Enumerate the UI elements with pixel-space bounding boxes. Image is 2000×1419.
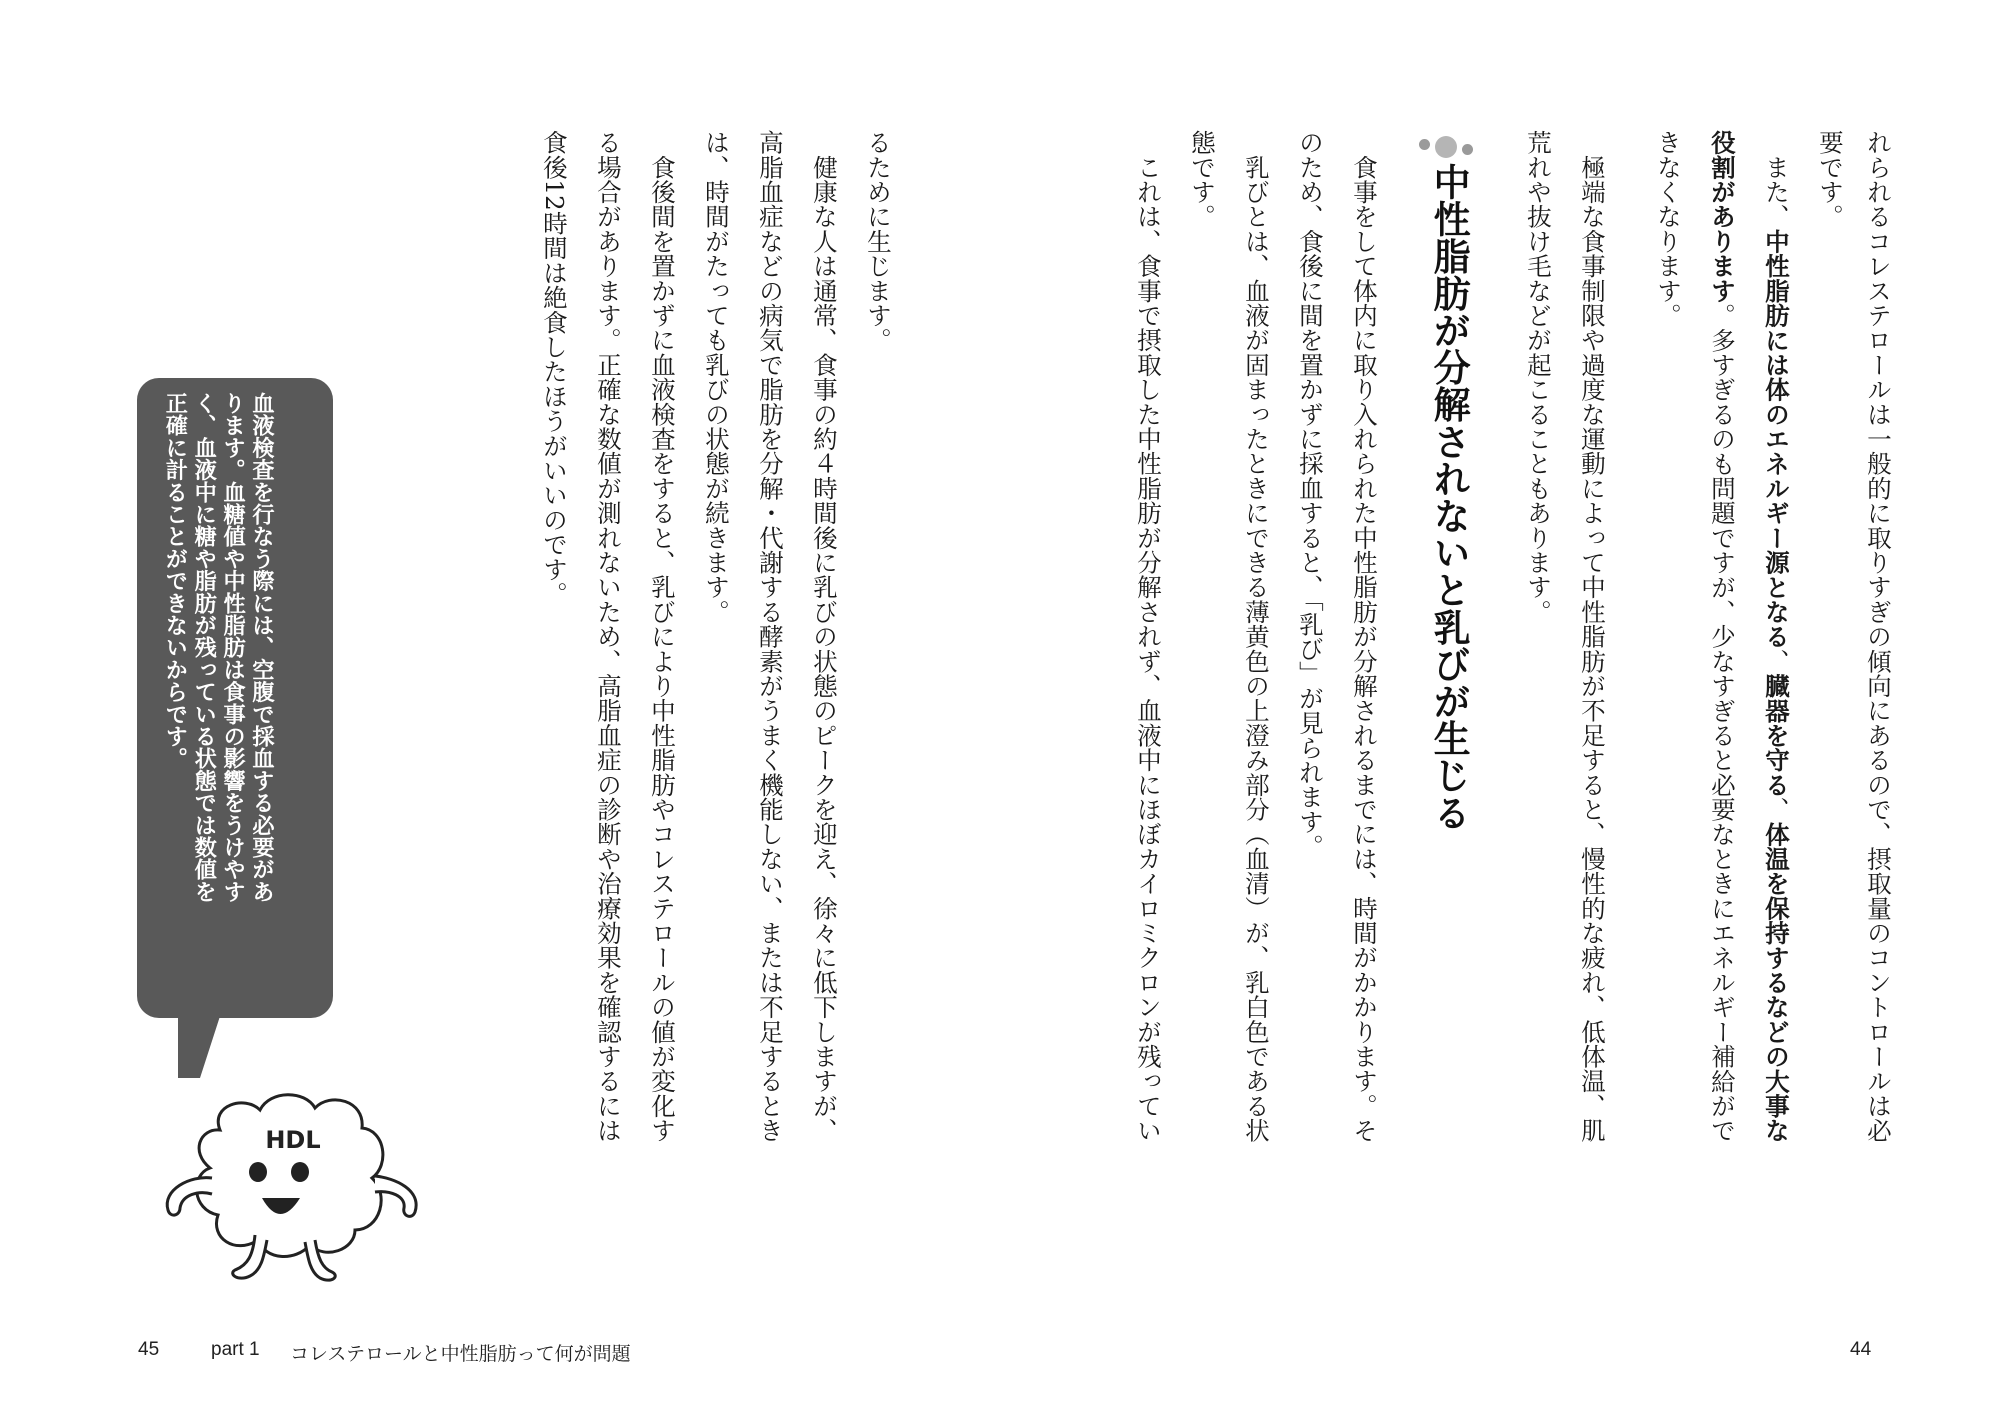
text-column: 乳びとは、血液が固まったときにできる薄黄色の上澄み部分（血清）が、乳白色である状 — [1241, 130, 1271, 1143]
text-column: 要です。 — [1815, 130, 1845, 229]
text-column: これは、食事で摂取した中性脂肪が分解されず、血液中にほぼカイロミクロンが残ってい — [1133, 130, 1163, 1143]
text-column: 極端な食事制限や過度な運動によって中性脂肪が不足すると、慢性的な疲れ、低体温、肌 — [1577, 130, 1607, 1143]
bold-phrase: 体温を保持するなどの大事な — [1761, 821, 1791, 1143]
text-column: また、中性脂肪には体のエネルギー源となる、臓器を守る、体温を保持するなどの大事な — [1761, 130, 1791, 1143]
bubble-line: 血液検査を行なう際には、空腹で採血する必要があ — [248, 392, 275, 903]
text-column: 食事をして体内に取り入れられた中性脂肪が分解されるまでには、時間がかかります。そ — [1349, 130, 1379, 1143]
heading-decoration-icon — [1462, 144, 1473, 155]
bubble-line: く、血液中に糖や脂肪が残っている状態では数値を — [190, 392, 217, 903]
text-column: 役割があります。多すぎるのも問題ですが、少なすぎると必要なときにエネルギー補給がで — [1707, 130, 1737, 1143]
bold-phrase: 中性脂肪には体のエネルギー源となる — [1761, 228, 1791, 649]
speech-bubble-text — [160, 392, 275, 1012]
mascot-label: HDL — [265, 1126, 321, 1154]
text-column: れられるコレステロールは一般的に取りすぎの傾向にあるので、摂取量のコントロールは必 — [1863, 130, 1893, 1143]
page-number: 45 — [138, 1339, 160, 1360]
bold-phrase: 役割があります — [1707, 130, 1737, 303]
heading-decoration-icon — [1419, 139, 1430, 150]
speech-bubble-tail — [178, 1010, 222, 1078]
bold-phrase: 臓器を守る — [1761, 673, 1791, 797]
heading-decoration-icon — [1435, 136, 1457, 158]
text-column: 高脂血症などの病気で脂肪を分解・代謝する酵素がうまく機能しない、または不足するとき — [755, 130, 785, 1143]
section-heading: 中性脂肪が分解されないと乳びが生じる — [1427, 163, 1471, 831]
text-column: 食後12時間は絶食したほうがいいのです。 — [539, 130, 569, 607]
text-column: のため、食後に間を置かずに採血すると、「乳び」が見られます。 — [1295, 130, 1325, 859]
hdl-mascot-icon — [150, 1090, 440, 1290]
bubble-line: ります。血糖値や中性脂肪は食事の影響をうけやす — [219, 392, 246, 903]
text-column: 態です。 — [1187, 130, 1217, 229]
text-column: 食後間を置かずに血液検査をすると、乳びにより中性脂肪やコレステロールの値が変化す — [647, 130, 677, 1143]
text-column: 健康な人は通常、食事の約４時間後に乳びの状態のピークを迎え、徐々に低下しますが、 — [809, 130, 839, 1143]
bubble-line: 正確に計ることができないからです。 — [161, 392, 188, 770]
text-column: は、時間がたっても乳びの状態が続きます。 — [701, 130, 731, 624]
text-column: 荒れや抜け毛などが起こることもあります。 — [1523, 130, 1553, 624]
chapter-title: コレステロールと中性脂肪って何が問題 — [290, 1344, 631, 1365]
part-label: part 1 — [211, 1339, 260, 1360]
text-column: るために生じます。 — [863, 130, 893, 353]
text-column: きなくなります。 — [1653, 130, 1683, 328]
page-number: 44 — [1850, 1339, 1872, 1360]
text-column: る場合があります。正確な数値が測れないため、高脂血症の診断や治療効果を確認するには — [593, 130, 623, 1143]
